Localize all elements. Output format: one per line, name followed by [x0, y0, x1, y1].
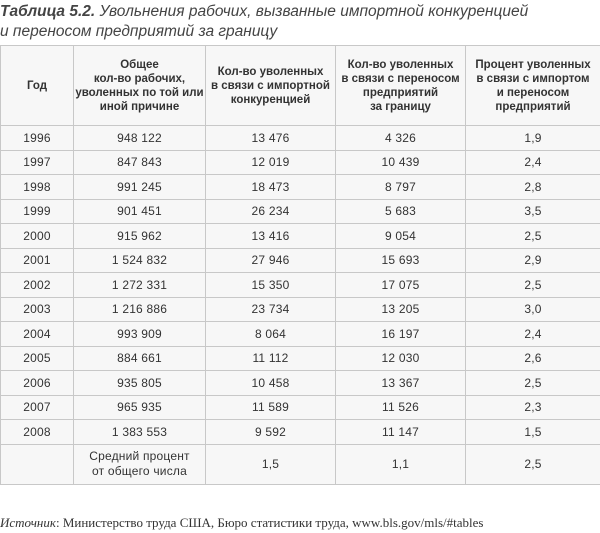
cell-year: 1999	[1, 199, 74, 224]
cell-percent: 2,9	[466, 248, 600, 273]
cell-percent: 1,9	[466, 126, 600, 151]
cell-import: 9 592	[206, 420, 336, 445]
cell-total: 1 216 886	[74, 297, 206, 322]
cell-year: 2005	[1, 346, 74, 371]
cell-relocation: 5 683	[336, 199, 466, 224]
cell-import: 15 350	[206, 273, 336, 298]
cell-import: 8 064	[206, 322, 336, 347]
cell-import: 11 112	[206, 346, 336, 371]
cell-year: 1996	[1, 126, 74, 151]
table-row	[1, 346, 600, 371]
cell-percent: 2,8	[466, 175, 600, 200]
header-import-competition: Кол-во уволенных в связи с импортной конкуренцией	[206, 46, 336, 126]
cell-total: 884 661	[74, 346, 206, 371]
cell-total: 991 245	[74, 175, 206, 200]
cell-relocation: 11 526	[336, 395, 466, 420]
cell-total: 965 935	[74, 395, 206, 420]
cell-import: 26 234	[206, 199, 336, 224]
source-note	[0, 515, 600, 531]
cell-percent: 2,5	[466, 371, 600, 396]
header-relocation: Кол-во уволенных в связи с переносом предприятий за границу	[336, 46, 466, 126]
cell-import: 12 019	[206, 150, 336, 175]
cell-import: 18 473	[206, 175, 336, 200]
cell-import: 23 734	[206, 297, 336, 322]
cell-total: 915 962	[74, 224, 206, 249]
cell-total: 901 451	[74, 199, 206, 224]
cell-total: 935 805	[74, 371, 206, 396]
cell-year: 2006	[1, 371, 74, 396]
table-row	[1, 126, 600, 151]
table-row	[1, 371, 600, 396]
cell-relocation: 13 205	[336, 297, 466, 322]
table-header-row	[1, 46, 600, 126]
cell-relocation: 9 054	[336, 224, 466, 249]
table-row	[1, 199, 600, 224]
header-year: Год	[1, 46, 74, 126]
cell-year: 2008	[1, 420, 74, 445]
average-empty-cell	[1, 444, 74, 484]
layoffs-table	[0, 45, 600, 485]
cell-percent: 2,3	[466, 395, 600, 420]
cell-import: 11 589	[206, 395, 336, 420]
table-row	[1, 322, 600, 347]
cell-percent: 3,5	[466, 199, 600, 224]
header-percent: Процент уволенных в связи с импортом и переносом предприятий	[466, 46, 600, 126]
table-row	[1, 175, 600, 200]
cell-relocation: 15 693	[336, 248, 466, 273]
cell-year: 1997	[1, 150, 74, 175]
cell-percent: 2,4	[466, 322, 600, 347]
cell-year: 2000	[1, 224, 74, 249]
cell-total: 1 272 331	[74, 273, 206, 298]
cell-relocation: 10 439	[336, 150, 466, 175]
caption-label: Таблица 5.2.	[0, 3, 96, 20]
cell-total: 948 122	[74, 126, 206, 151]
cell-year: 2003	[1, 297, 74, 322]
cell-year: 2007	[1, 395, 74, 420]
caption-line-2: и переносом предприятий за границу	[0, 23, 278, 40]
caption-title-part-1: Увольнения рабочих, вызванные импортной конкуренцией	[95, 3, 529, 20]
cell-import: 13 416	[206, 224, 336, 249]
cell-year: 2004	[1, 322, 74, 347]
cell-percent: 2,6	[466, 346, 600, 371]
table-row	[1, 273, 600, 298]
average-percent-value: 2,5	[466, 444, 600, 484]
cell-import: 27 946	[206, 248, 336, 273]
average-label: Средний процент от общего числа	[74, 444, 206, 484]
cell-total: 1 383 553	[74, 420, 206, 445]
cell-year: 2002	[1, 273, 74, 298]
cell-relocation: 13 367	[336, 371, 466, 396]
cell-import: 10 458	[206, 371, 336, 396]
cell-year: 1998	[1, 175, 74, 200]
cell-total: 847 843	[74, 150, 206, 175]
table-caption	[0, 2, 600, 42]
cell-relocation: 16 197	[336, 322, 466, 347]
table-row	[1, 248, 600, 273]
cell-relocation: 8 797	[336, 175, 466, 200]
average-row	[1, 444, 600, 484]
source-text: : Министерство труда США, Бюро статистики труда, www.bls.gov/mls/#tables	[55, 515, 484, 530]
average-import-value: 1,5	[206, 444, 336, 484]
cell-relocation: 4 326	[336, 126, 466, 151]
table-row	[1, 395, 600, 420]
cell-percent: 2,5	[466, 224, 600, 249]
cell-percent: 1,5	[466, 420, 600, 445]
cell-percent: 2,5	[466, 273, 600, 298]
table-row	[1, 420, 600, 445]
table-row	[1, 297, 600, 322]
cell-total: 1 524 832	[74, 248, 206, 273]
cell-year: 2001	[1, 248, 74, 273]
table-row	[1, 150, 600, 175]
table-row	[1, 224, 600, 249]
source-label: Источник	[0, 515, 56, 530]
cell-percent: 2,4	[466, 150, 600, 175]
cell-import: 13 476	[206, 126, 336, 151]
caption-line-1	[0, 2, 600, 22]
cell-relocation: 11 147	[336, 420, 466, 445]
cell-percent: 3,0	[466, 297, 600, 322]
header-total-laid-off: Общее кол-во рабочих, уволенных по той или иной причине	[74, 46, 206, 126]
cell-total: 993 909	[74, 322, 206, 347]
cell-relocation: 12 030	[336, 346, 466, 371]
average-relocation-value: 1,1	[336, 444, 466, 484]
cell-relocation: 17 075	[336, 273, 466, 298]
